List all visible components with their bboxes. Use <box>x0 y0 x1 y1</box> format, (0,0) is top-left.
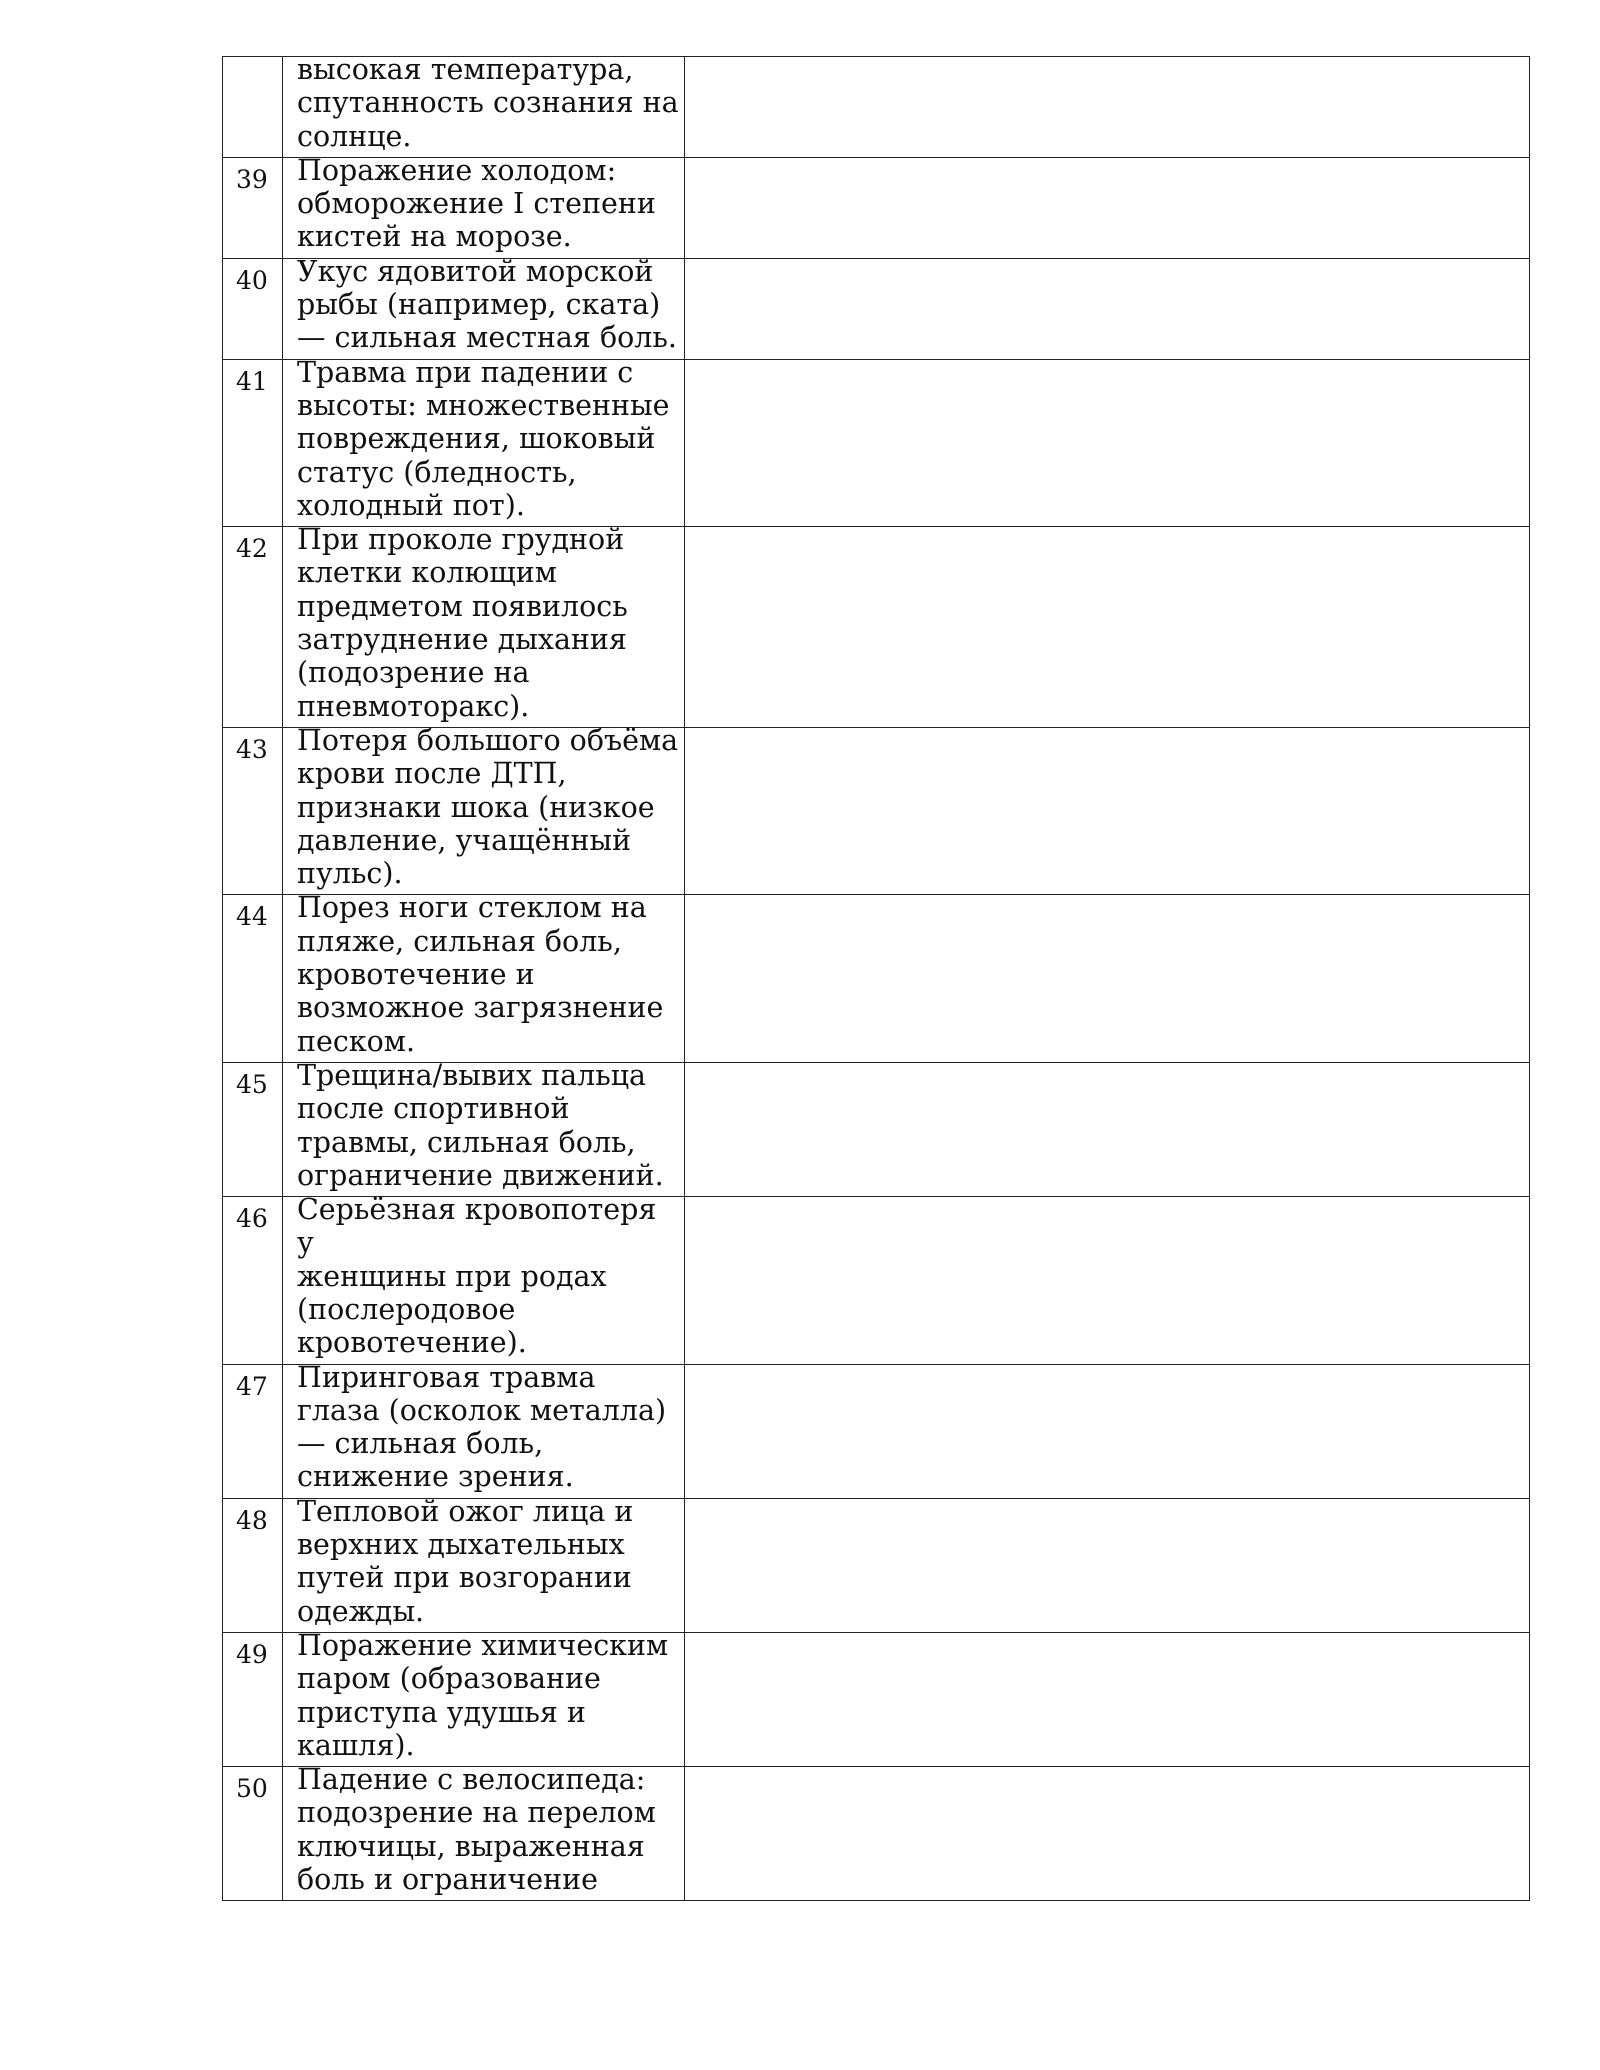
table-body <box>223 53 1530 1901</box>
table-row <box>223 57 1530 158</box>
row-description <box>283 53 685 158</box>
row-description <box>283 254 685 359</box>
table-row <box>223 1767 1530 1901</box>
row-description <box>283 723 685 894</box>
answer-cell[interactable] <box>685 1498 1530 1632</box>
table-row <box>223 1632 1530 1766</box>
row-number: 49 <box>223 1632 283 1766</box>
row-description-text: При проколе грудной клетки колющим предметом появилось затруднение дыхания (подозрение на пневмоторакс). <box>297 523 628 723</box>
table-row <box>223 527 1530 728</box>
row-description-text: высокая температура, спутанность сознания на солнце. <box>297 53 679 153</box>
row-number: 39 <box>223 157 283 258</box>
row-description-text: Тепловой ожог лица и верхних дыхательных путей при возгорании одежды. <box>297 1494 634 1628</box>
row-number: 50 <box>223 1767 283 1901</box>
row-number: 42 <box>223 527 283 728</box>
row-number: 46 <box>223 1197 283 1364</box>
answer-cell[interactable] <box>685 157 1530 258</box>
table-row <box>223 1364 1530 1498</box>
row-description <box>283 1494 685 1632</box>
row-number: 43 <box>223 727 283 894</box>
answer-cell[interactable] <box>685 1632 1530 1766</box>
table-row <box>223 359 1530 526</box>
row-number: 47 <box>223 1364 283 1498</box>
answer-cell[interactable] <box>685 1767 1530 1901</box>
first-aid-table <box>222 53 1530 1901</box>
row-description-text: Потеря большого объёма крови после ДТП, признаки шока (низкое давление, учащённый пульс). <box>297 723 679 891</box>
answer-cell[interactable] <box>685 1364 1530 1498</box>
row-description <box>283 1763 685 1901</box>
row-description <box>283 523 685 728</box>
row-description <box>283 1058 685 1196</box>
row-description-text: Падение с велосипеда: подозрение на перелом ключицы, выраженная боль и ограничение <box>297 1763 656 1897</box>
row-description <box>283 153 685 258</box>
row-description-text: Серьёзная кровопотеря у женщины при родах (послеродовое кровотечение). <box>297 1193 657 1360</box>
row-number: 45 <box>223 1062 283 1196</box>
table-row <box>223 1197 1530 1364</box>
table-row <box>223 895 1530 1062</box>
answer-cell[interactable] <box>685 258 1530 359</box>
row-description-text: Порез ноги стеклом на пляже, сильная боль, кровотечение и возможное загрязнение песком. <box>297 891 664 1058</box>
row-number: 40 <box>223 258 283 359</box>
table-row <box>223 727 1530 894</box>
row-description-text: Укус ядовитой морской рыбы (например, ската) — сильная местная боль. <box>297 254 677 355</box>
row-number <box>223 57 283 158</box>
row-description-text: Поражение химическим паром (образование приступа удушья и кашля). <box>297 1628 669 1762</box>
row-description <box>283 1360 685 1498</box>
row-number: 41 <box>223 359 283 526</box>
row-number: 44 <box>223 895 283 1062</box>
row-description-text: Пиринговая травма глаза (осколок металла) — сильная боль, снижение зрения. <box>297 1360 667 1494</box>
answer-cell[interactable] <box>685 359 1530 526</box>
table-row <box>223 258 1530 359</box>
answer-cell[interactable] <box>685 895 1530 1062</box>
row-number: 48 <box>223 1498 283 1632</box>
row-description <box>283 355 685 526</box>
answer-cell[interactable] <box>685 57 1530 158</box>
row-description <box>283 1628 685 1766</box>
row-description-text: Травма при падении с высоты: множественные повреждения, шоковый статус (бледность, холодный пот). <box>297 355 670 522</box>
table-row <box>223 1062 1530 1196</box>
table-row <box>223 157 1530 258</box>
row-description <box>283 891 685 1062</box>
row-description <box>283 1193 685 1364</box>
answer-cell[interactable] <box>685 727 1530 894</box>
row-description-text: Поражение холодом: обморожение I степени кистей на морозе. <box>297 153 656 254</box>
answer-cell[interactable] <box>685 1197 1530 1364</box>
answer-cell[interactable] <box>685 1062 1530 1196</box>
answer-cell[interactable] <box>685 527 1530 728</box>
table-row <box>223 1498 1530 1632</box>
row-description-text: Трещина/вывих пальца после спортивной травмы, сильная боль, ограничение движений. <box>297 1058 664 1192</box>
